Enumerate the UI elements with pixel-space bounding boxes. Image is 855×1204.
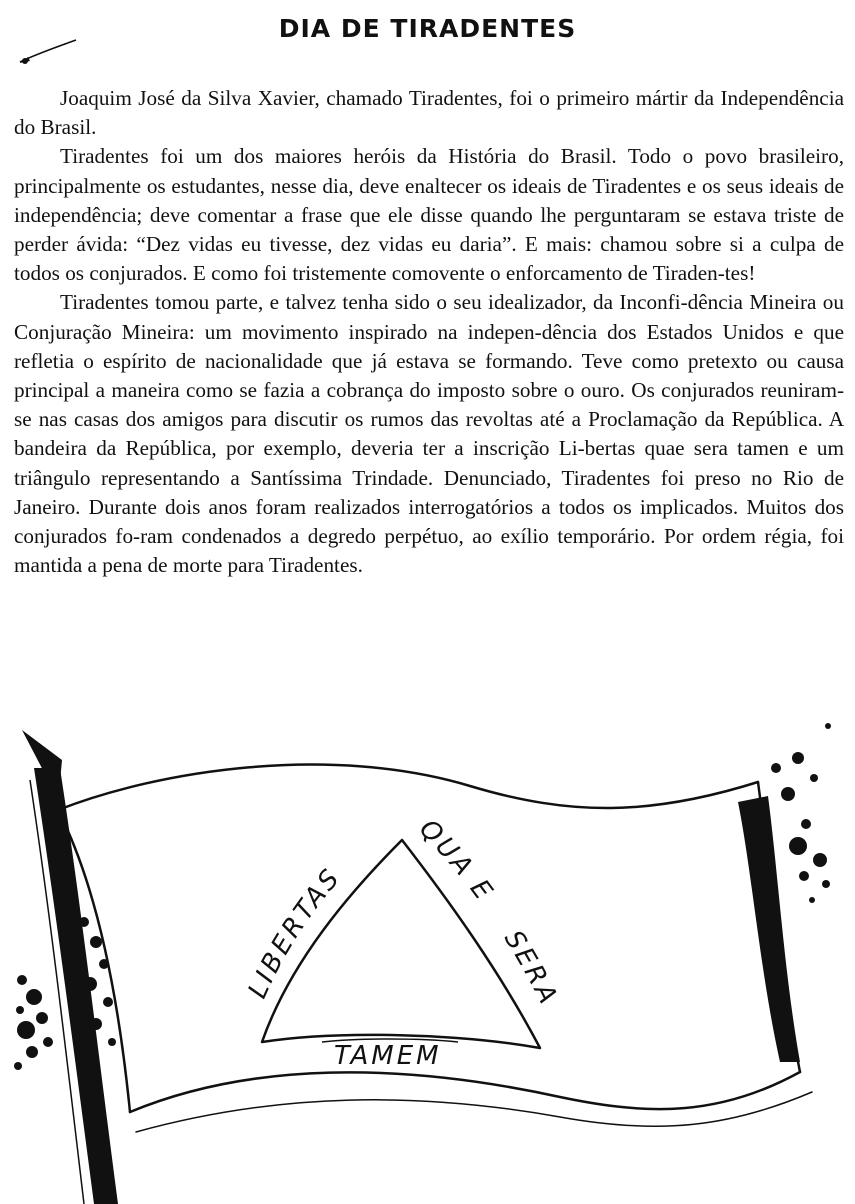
ink-splatter-right — [771, 723, 831, 903]
paragraph-3: Tiradentes tomou parte, e talvez tenha sido o seu idealizador, da Inconfi-dência Mineira ou Conjuração Mineira: um movimento inspirado na indepen-dência dos Estados Unidos e que refletia o espírito de nacionalidade que já estava se formando. Teve como pretexto ou causa principal a maneira como se fazia a cobrança do imposto sobre o ouro. Os conjurados reuniram-se nas casas dos amigos para discutir os rumos das revoltas até a Proclamação da República. A bandeira da República, por exemplo, deveria ter a inscrição Li-bertas quae sera tamen e um triângulo representando a Santíssima Trindade. Denunciado, Tiradentes foi preso no Rio de Janeiro. Durante dois anos foram realizados interrogatórios a todos os implicados. Muitos dos conjurados fo-ram condenados a degredo perpétuo, ao exílio temporário. Por ordem régia, foi mantida a pena de morte para Tiradentes. — [14, 290, 844, 578]
inscription-right-upper: QUA E — [413, 813, 500, 908]
inconfidencia-flag-illustration — [0, 712, 855, 1204]
flag-fold-shadow — [738, 796, 800, 1062]
trinity-triangle — [262, 840, 540, 1048]
article-body — [14, 84, 844, 580]
inscription-left: LIBERTAS — [242, 862, 348, 1003]
page-title: DIA DE TIRADENTES — [278, 14, 577, 43]
pen-nib-icon — [18, 36, 80, 68]
inscription-right-lower: SERA — [497, 925, 564, 1012]
paragraph-1: Joaquim José da Silva Xavier, chamado Tiradentes, foi o primeiro mártir da Independência do Brasil. — [14, 86, 844, 140]
paragraph-2: Tiradentes foi um dos maiores heróis da História do Brasil. Todo o povo brasileiro, principalmente os estudantes, nesse dia, deve enaltecer os ideais de Tiradentes e os seus ideais de independência; deve comentar a frase que ele disse quando lhe perguntaram se estava triste de perder ávida: “Dez vidas eu tivesse, dez vidas eu daria”. E mais: chamou sobre si a culpa de todos os conjurados. E como foi tristemente comovente o enforcamento de Tiraden-tes! — [14, 144, 844, 286]
inscription-bottom: TAMEM — [334, 1041, 442, 1071]
